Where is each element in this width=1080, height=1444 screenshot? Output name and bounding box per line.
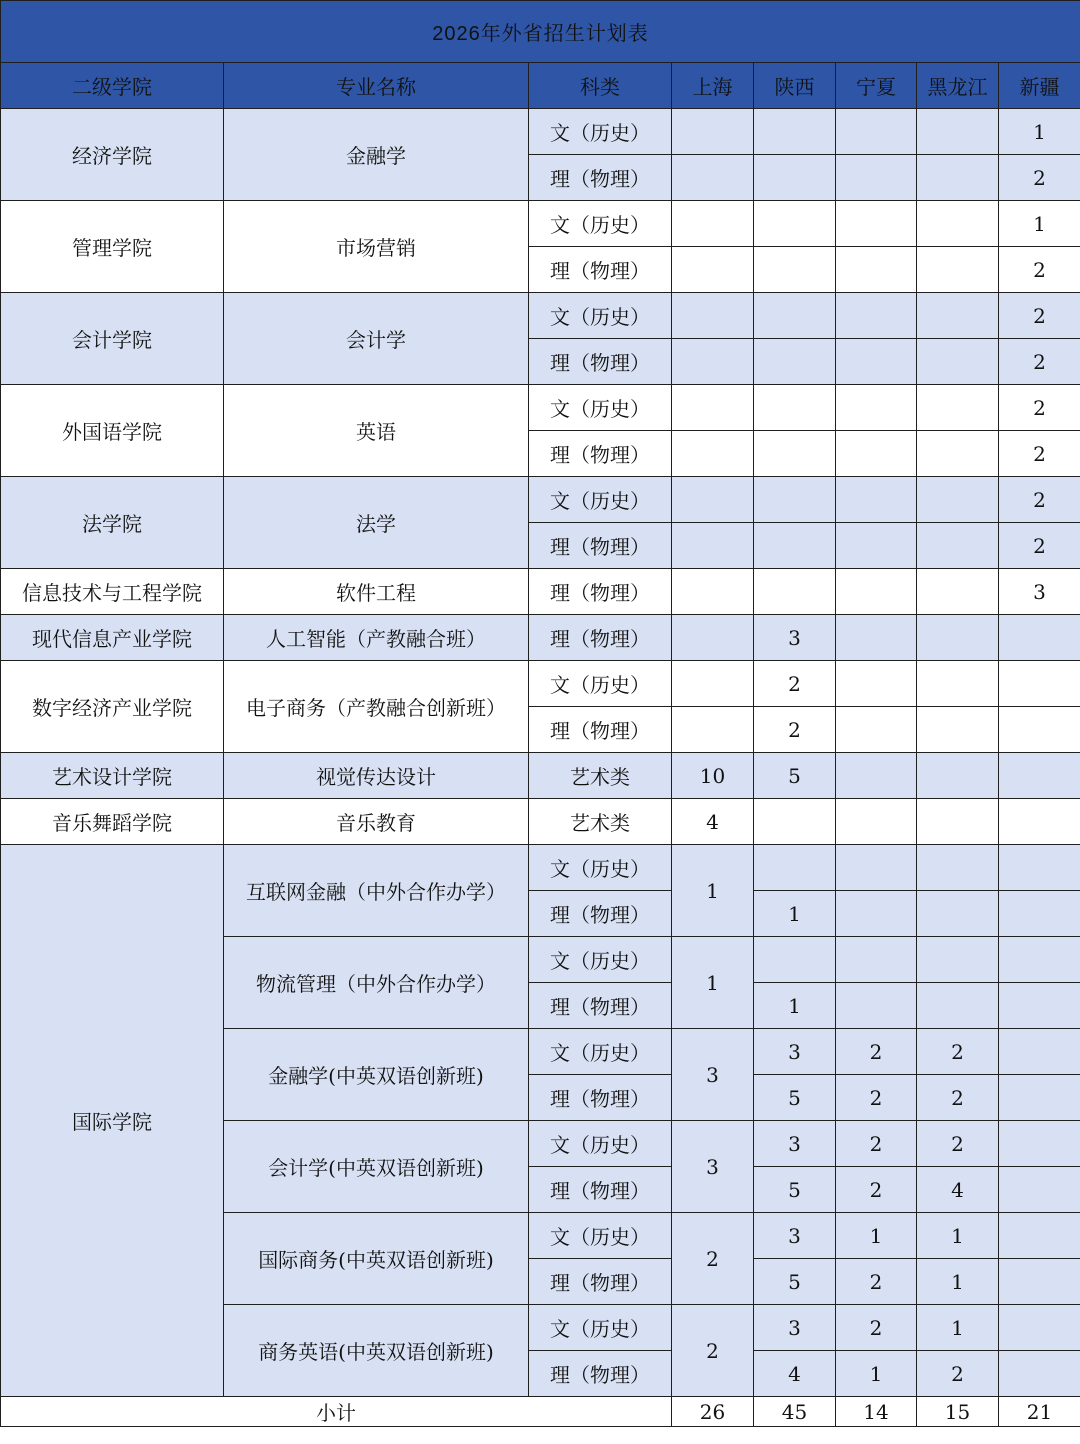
- quota-cell-shanghai: [672, 293, 754, 339]
- subtotal-label: 小计: [1, 1397, 672, 1427]
- quota-cell-heilongjiang: [917, 155, 999, 201]
- track-cell: 艺术类: [529, 753, 672, 799]
- track-cell: 文（历史）: [529, 477, 672, 523]
- quota-cell-shanghai: [672, 155, 754, 201]
- quota-cell-shaanxi: [754, 431, 836, 477]
- college-cell: 国际学院: [1, 845, 224, 1397]
- quota-cell-shaanxi: 3: [754, 1121, 836, 1167]
- table-row: [1, 799, 1080, 845]
- quota-cell-shanghai: [672, 615, 754, 661]
- quota-cell-heilongjiang: [917, 247, 999, 293]
- college-cell: 外国语学院: [1, 385, 224, 477]
- major-cell: 人工智能（产教融合班）: [224, 615, 529, 661]
- quota-cell-shaanxi: [754, 523, 836, 569]
- quota-cell-heilongjiang: [917, 937, 999, 983]
- quota-cell-shaanxi: 2: [754, 661, 836, 707]
- quota-cell-shanghai: 3: [672, 1121, 754, 1213]
- college-cell: 经济学院: [1, 109, 224, 201]
- quota-cell-ningxia: [836, 247, 917, 293]
- track-cell: 理（物理）: [529, 983, 672, 1029]
- major-cell: 软件工程: [224, 569, 529, 615]
- quota-cell-xinjiang: [999, 615, 1080, 661]
- subtotal-row: [1, 1397, 1080, 1427]
- track-cell: 理（物理）: [529, 891, 672, 937]
- major-cell: 金融学: [224, 109, 529, 201]
- quota-cell-shaanxi: [754, 937, 836, 983]
- table-row: [1, 385, 1080, 431]
- quota-cell-shaanxi: 5: [754, 1259, 836, 1305]
- track-cell: 文（历史）: [529, 201, 672, 247]
- quota-cell-ningxia: 2: [836, 1029, 917, 1075]
- quota-cell-shaanxi: [754, 477, 836, 523]
- table-row: [1, 753, 1080, 799]
- quota-cell-shaanxi: [754, 799, 836, 845]
- quota-cell-xinjiang: [999, 1259, 1080, 1305]
- quota-cell-shanghai: 1: [672, 937, 754, 1029]
- quota-cell-heilongjiang: [917, 339, 999, 385]
- quota-cell-ningxia: 1: [836, 1351, 917, 1397]
- quota-cell-heilongjiang: [917, 523, 999, 569]
- quota-cell-heilongjiang: [917, 109, 999, 155]
- quota-cell-shaanxi: 3: [754, 1213, 836, 1259]
- track-cell: 艺术类: [529, 799, 672, 845]
- quota-cell-shanghai: 10: [672, 753, 754, 799]
- quota-cell-xinjiang: [999, 1167, 1080, 1213]
- table-row: [1, 477, 1080, 523]
- quota-cell-ningxia: [836, 753, 917, 799]
- quota-cell-xinjiang: [999, 799, 1080, 845]
- table-row: [1, 201, 1080, 247]
- major-cell: 法学: [224, 477, 529, 569]
- quota-cell-ningxia: [836, 385, 917, 431]
- quota-cell-xinjiang: 2: [999, 477, 1080, 523]
- quota-cell-xinjiang: 2: [999, 247, 1080, 293]
- quota-cell-xinjiang: [999, 983, 1080, 1029]
- quota-cell-shaanxi: [754, 569, 836, 615]
- major-cell: 电子商务（产教融合创新班）: [224, 661, 529, 753]
- quota-cell-xinjiang: 2: [999, 339, 1080, 385]
- quota-cell-heilongjiang: [917, 615, 999, 661]
- header-ningxia: 宁夏: [836, 63, 917, 109]
- subtotal-shanghai: 26: [672, 1397, 754, 1427]
- quota-cell-ningxia: [836, 845, 917, 891]
- quota-cell-ningxia: [836, 707, 917, 753]
- major-cell: 互联网金融（中外合作办学）: [224, 845, 529, 937]
- quota-cell-shanghai: 3: [672, 1029, 754, 1121]
- header-xinjiang: 新疆: [999, 63, 1080, 109]
- quota-cell-shanghai: [672, 431, 754, 477]
- quota-cell-shaanxi: 2: [754, 707, 836, 753]
- quota-cell-heilongjiang: [917, 661, 999, 707]
- table-row: [1, 109, 1080, 155]
- track-cell: 理（物理）: [529, 339, 672, 385]
- quota-cell-heilongjiang: [917, 201, 999, 247]
- quota-cell-ningxia: [836, 891, 917, 937]
- major-cell: 物流管理（中外合作办学）: [224, 937, 529, 1029]
- quota-cell-heilongjiang: [917, 293, 999, 339]
- quota-cell-xinjiang: [999, 1351, 1080, 1397]
- quota-cell-shaanxi: [754, 293, 836, 339]
- header-major: 专业名称: [224, 63, 529, 109]
- quota-cell-xinjiang: 2: [999, 155, 1080, 201]
- quota-cell-xinjiang: [999, 661, 1080, 707]
- table-row: [1, 845, 1080, 891]
- quota-cell-ningxia: [836, 523, 917, 569]
- quota-cell-xinjiang: 1: [999, 109, 1080, 155]
- quota-cell-shanghai: [672, 247, 754, 293]
- track-cell: 文（历史）: [529, 661, 672, 707]
- quota-cell-ningxia: [836, 339, 917, 385]
- track-cell: 文（历史）: [529, 1305, 672, 1351]
- quota-cell-ningxia: 2: [836, 1259, 917, 1305]
- quota-cell-shanghai: 4: [672, 799, 754, 845]
- header-track: 科类: [529, 63, 672, 109]
- track-cell: 理（物理）: [529, 615, 672, 661]
- track-cell: 理（物理）: [529, 1259, 672, 1305]
- quota-cell-shaanxi: [754, 155, 836, 201]
- quota-cell-xinjiang: [999, 1305, 1080, 1351]
- college-cell: 艺术设计学院: [1, 753, 224, 799]
- quota-cell-heilongjiang: 2: [917, 1075, 999, 1121]
- quota-cell-ningxia: [836, 799, 917, 845]
- quota-cell-ningxia: [836, 109, 917, 155]
- table-row: [1, 569, 1080, 615]
- quota-cell-shanghai: [672, 339, 754, 385]
- quota-cell-shanghai: [672, 569, 754, 615]
- quota-cell-heilongjiang: 4: [917, 1167, 999, 1213]
- major-cell: 英语: [224, 385, 529, 477]
- header-shaanxi: 陕西: [754, 63, 836, 109]
- quota-cell-shaanxi: 1: [754, 983, 836, 1029]
- quota-cell-shanghai: [672, 109, 754, 155]
- track-cell: 文（历史）: [529, 293, 672, 339]
- quota-cell-shanghai: [672, 707, 754, 753]
- subtotal-heilongjiang: 15: [917, 1397, 999, 1427]
- track-cell: 理（物理）: [529, 707, 672, 753]
- major-cell: 视觉传达设计: [224, 753, 529, 799]
- quota-cell-ningxia: [836, 155, 917, 201]
- college-cell: 现代信息产业学院: [1, 615, 224, 661]
- quota-cell-xinjiang: [999, 1029, 1080, 1075]
- quota-cell-ningxia: [836, 937, 917, 983]
- college-cell: 数字经济产业学院: [1, 661, 224, 753]
- quota-cell-heilongjiang: 2: [917, 1121, 999, 1167]
- track-cell: 文（历史）: [529, 845, 672, 891]
- quota-cell-shanghai: 1: [672, 845, 754, 937]
- quota-cell-xinjiang: [999, 1075, 1080, 1121]
- track-cell: 理（物理）: [529, 569, 672, 615]
- college-cell: 音乐舞蹈学院: [1, 799, 224, 845]
- quota-cell-ningxia: [836, 201, 917, 247]
- quota-cell-heilongjiang: [917, 431, 999, 477]
- track-cell: 文（历史）: [529, 1029, 672, 1075]
- table-title: 2026年外省招生计划表: [1, 1, 1080, 63]
- quota-cell-shanghai: [672, 661, 754, 707]
- quota-cell-heilongjiang: 1: [917, 1305, 999, 1351]
- quota-cell-shaanxi: 3: [754, 1029, 836, 1075]
- quota-cell-shaanxi: 5: [754, 1075, 836, 1121]
- quota-cell-heilongjiang: [917, 753, 999, 799]
- subtotal-xinjiang: 21: [999, 1397, 1080, 1427]
- track-cell: 理（物理）: [529, 431, 672, 477]
- track-cell: 文（历史）: [529, 1121, 672, 1167]
- quota-cell-xinjiang: 2: [999, 523, 1080, 569]
- quota-cell-shanghai: 2: [672, 1213, 754, 1305]
- quota-cell-ningxia: 1: [836, 1213, 917, 1259]
- quota-cell-ningxia: 2: [836, 1305, 917, 1351]
- quota-cell-xinjiang: 2: [999, 293, 1080, 339]
- track-cell: 理（物理）: [529, 523, 672, 569]
- quota-cell-shanghai: [672, 385, 754, 431]
- quota-cell-shaanxi: 4: [754, 1351, 836, 1397]
- quota-cell-ningxia: 2: [836, 1075, 917, 1121]
- table-row: [1, 661, 1080, 707]
- quota-cell-shaanxi: [754, 247, 836, 293]
- quota-cell-xinjiang: [999, 845, 1080, 891]
- quota-cell-xinjiang: 1: [999, 201, 1080, 247]
- quota-cell-ningxia: [836, 431, 917, 477]
- quota-cell-xinjiang: [999, 891, 1080, 937]
- header-heilongjiang: 黑龙江: [917, 63, 999, 109]
- quota-cell-heilongjiang: [917, 385, 999, 431]
- quota-cell-ningxia: [836, 983, 917, 1029]
- quota-cell-heilongjiang: [917, 799, 999, 845]
- quota-cell-ningxia: [836, 569, 917, 615]
- quota-cell-shaanxi: [754, 109, 836, 155]
- track-cell: 理（物理）: [529, 1167, 672, 1213]
- quota-cell-heilongjiang: [917, 845, 999, 891]
- subtotal-shaanxi: 45: [754, 1397, 836, 1427]
- major-cell: 商务英语(中英双语创新班): [224, 1305, 529, 1397]
- college-cell: 法学院: [1, 477, 224, 569]
- track-cell: 理（物理）: [529, 1075, 672, 1121]
- table-row: [1, 615, 1080, 661]
- quota-cell-heilongjiang: 2: [917, 1351, 999, 1397]
- quota-cell-ningxia: [836, 293, 917, 339]
- major-cell: 会计学(中英双语创新班): [224, 1121, 529, 1213]
- track-cell: 理（物理）: [529, 247, 672, 293]
- track-cell: 文（历史）: [529, 385, 672, 431]
- quota-cell-xinjiang: 2: [999, 385, 1080, 431]
- quota-cell-shaanxi: 3: [754, 615, 836, 661]
- quota-cell-shanghai: 2: [672, 1305, 754, 1397]
- quota-cell-shaanxi: 3: [754, 1305, 836, 1351]
- quota-cell-ningxia: 2: [836, 1121, 917, 1167]
- track-cell: 理（物理）: [529, 1351, 672, 1397]
- quota-cell-xinjiang: [999, 753, 1080, 799]
- track-cell: 文（历史）: [529, 109, 672, 155]
- subtotal-ningxia: 14: [836, 1397, 917, 1427]
- quota-cell-xinjiang: [999, 707, 1080, 753]
- quota-cell-shaanxi: 5: [754, 753, 836, 799]
- quota-cell-ningxia: [836, 615, 917, 661]
- quota-cell-shaanxi: [754, 845, 836, 891]
- college-cell: 信息技术与工程学院: [1, 569, 224, 615]
- major-cell: 音乐教育: [224, 799, 529, 845]
- quota-cell-xinjiang: [999, 1213, 1080, 1259]
- quota-cell-heilongjiang: [917, 891, 999, 937]
- college-cell: 管理学院: [1, 201, 224, 293]
- quota-cell-heilongjiang: [917, 983, 999, 1029]
- college-cell: 会计学院: [1, 293, 224, 385]
- quota-cell-shaanxi: [754, 201, 836, 247]
- quota-cell-xinjiang: [999, 937, 1080, 983]
- table-body: [1, 109, 1080, 1397]
- table-row: [1, 293, 1080, 339]
- quota-cell-xinjiang: 2: [999, 431, 1080, 477]
- quota-cell-shanghai: [672, 523, 754, 569]
- quota-cell-shanghai: [672, 477, 754, 523]
- quota-cell-shaanxi: 5: [754, 1167, 836, 1213]
- quota-cell-heilongjiang: [917, 569, 999, 615]
- quota-cell-heilongjiang: 1: [917, 1259, 999, 1305]
- quota-cell-heilongjiang: 1: [917, 1213, 999, 1259]
- quota-cell-shaanxi: [754, 339, 836, 385]
- quota-cell-xinjiang: 3: [999, 569, 1080, 615]
- header-college: 二级学院: [1, 63, 224, 109]
- major-cell: 市场营销: [224, 201, 529, 293]
- quota-cell-shanghai: [672, 201, 754, 247]
- major-cell: 会计学: [224, 293, 529, 385]
- quota-cell-heilongjiang: [917, 707, 999, 753]
- quota-cell-heilongjiang: [917, 477, 999, 523]
- quota-cell-xinjiang: [999, 1121, 1080, 1167]
- major-cell: 金融学(中英双语创新班): [224, 1029, 529, 1121]
- quota-cell-shaanxi: 1: [754, 891, 836, 937]
- quota-cell-heilongjiang: 2: [917, 1029, 999, 1075]
- track-cell: 文（历史）: [529, 1213, 672, 1259]
- track-cell: 文（历史）: [529, 937, 672, 983]
- major-cell: 国际商务(中英双语创新班): [224, 1213, 529, 1305]
- track-cell: 理（物理）: [529, 155, 672, 201]
- header-shanghai: 上海: [672, 63, 754, 109]
- quota-cell-ningxia: 2: [836, 1167, 917, 1213]
- quota-cell-shaanxi: [754, 385, 836, 431]
- quota-cell-ningxia: [836, 477, 917, 523]
- quota-cell-ningxia: [836, 661, 917, 707]
